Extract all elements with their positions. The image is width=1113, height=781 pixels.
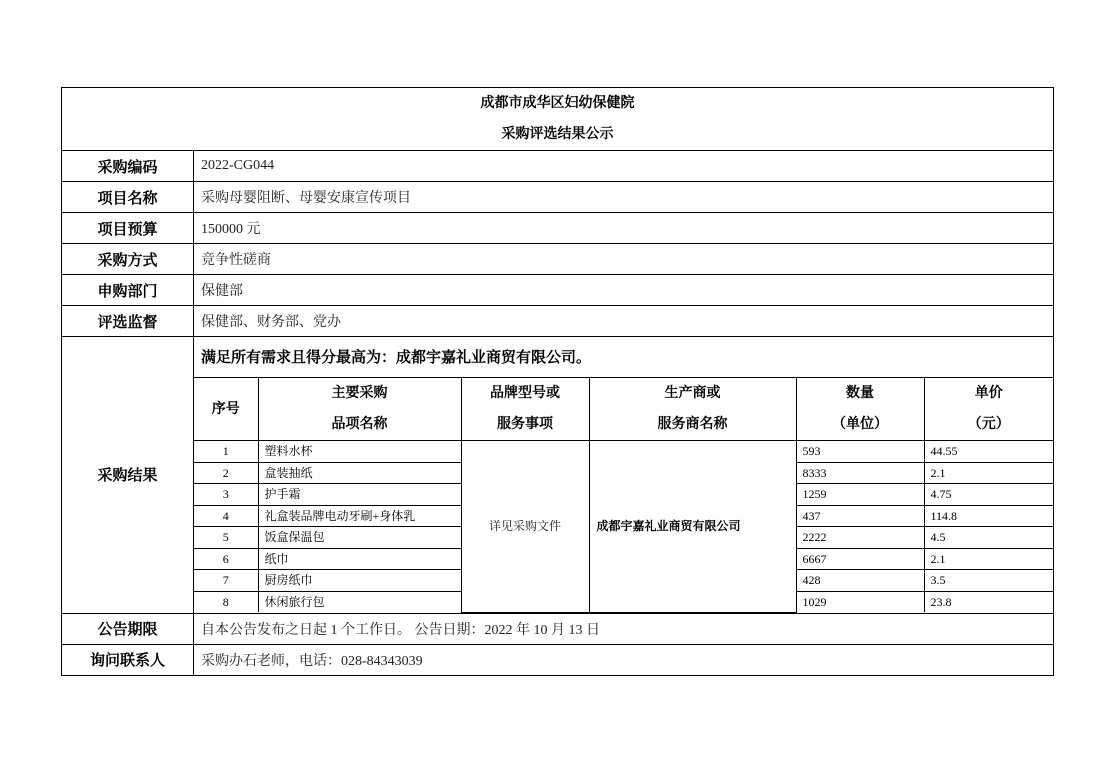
item-unit-price: 3.5: [924, 570, 1053, 592]
notice-label: 公告期限: [62, 613, 194, 644]
item-name: 纸巾: [258, 548, 461, 570]
header-manufacturer: [589, 378, 796, 441]
item-no: 8: [194, 591, 258, 612]
contact-row: [62, 644, 1054, 675]
field-label: 申购部门: [62, 275, 194, 306]
item-quantity: 2222: [796, 527, 924, 549]
header-brand-line1: 品牌型号或: [490, 385, 560, 401]
field-label: 采购方式: [62, 244, 194, 275]
header-price-line1: 单价: [974, 385, 1003, 401]
item-quantity: 1259: [796, 484, 924, 506]
item-name: 塑料水杯: [258, 441, 461, 463]
contact-label: 询问联系人: [62, 644, 194, 675]
field-row-method: [62, 244, 1054, 275]
item-name: 礼盒装品牌电动牙刷+身体乳: [258, 505, 461, 527]
item-quantity: 437: [796, 505, 924, 527]
header-qty-line2: （单位）: [832, 416, 888, 432]
field-value: 采购母婴阻断、母婴安康宣传项目: [194, 182, 1054, 213]
item-quantity: 6667: [796, 548, 924, 570]
item-name: 休闲旅行包: [258, 591, 461, 612]
field-row-code: [62, 151, 1054, 182]
contact-value: 采购办石老师，电话：028-84343039: [194, 644, 1054, 675]
header-item-line2: 品项名称: [331, 416, 388, 432]
header-mfr-line1: 生产商或: [664, 385, 721, 401]
item-unit-price: 23.8: [924, 591, 1053, 612]
item-no: 2: [194, 462, 258, 484]
field-value: 竞争性磋商: [194, 244, 1054, 275]
header-mfr-line2: 服务商名称: [657, 416, 728, 432]
item-unit-price: 114.8: [924, 505, 1053, 527]
brand-value: 详见采购文件: [461, 441, 589, 613]
notice-row: [62, 613, 1054, 644]
items-table: [194, 377, 1053, 613]
field-row-supervision: [62, 306, 1054, 337]
item-quantity: 1029: [796, 591, 924, 612]
field-row-project-name: [62, 182, 1054, 213]
item-no: 6: [194, 548, 258, 570]
header-no: 序号: [194, 378, 258, 441]
result-label: 采购结果: [62, 337, 194, 614]
field-label: 采购编码: [62, 151, 194, 182]
field-value: 2022-CG044: [194, 151, 1054, 182]
item-quantity: 8333: [796, 462, 924, 484]
item-unit-price: 4.5: [924, 527, 1053, 549]
header-quantity: [796, 378, 924, 441]
header-brand-line2: 服务事项: [497, 416, 553, 432]
header-item: [258, 378, 461, 441]
item-no: 3: [194, 484, 258, 506]
header-price-line2: （元）: [967, 416, 1010, 432]
item-name: 护手霜: [258, 484, 461, 506]
field-row-department: [62, 275, 1054, 306]
items-header-row: [194, 378, 1053, 441]
field-row-budget: [62, 213, 1054, 244]
item-no: 7: [194, 570, 258, 592]
item-quantity: 593: [796, 441, 924, 463]
header-price: [924, 378, 1053, 441]
item-no: 4: [194, 505, 258, 527]
header-brand: [461, 378, 589, 441]
item-name: 盒装抽纸: [258, 462, 461, 484]
item-quantity: 428: [796, 570, 924, 592]
item-unit-price: 4.75: [924, 484, 1053, 506]
field-value: 保健部、财务部、党办: [194, 306, 1054, 337]
header-qty-line1: 数量: [846, 385, 874, 401]
field-label: 评选监督: [62, 306, 194, 337]
notice-value: 自本公告发布之日起 1 个工作日。 公告日期：2022 年 10 月 13 日: [194, 613, 1054, 644]
field-label: 项目预算: [62, 213, 194, 244]
document-title: [62, 88, 1054, 151]
result-summary: 满足所有需求且得分最高为：成都宇嘉礼业商贸有限公司。: [201, 348, 592, 366]
item-name: 厨房纸巾: [258, 570, 461, 592]
item-name: 饭盒保温包: [258, 527, 461, 549]
item-no: 5: [194, 527, 258, 549]
result-row: [62, 337, 1054, 614]
field-value: 150000 元: [194, 213, 1054, 244]
header-item-line1: 主要采购: [331, 385, 388, 401]
manufacturer-value: 成都宇嘉礼业商贸有限公司: [589, 441, 796, 613]
field-value: 保健部: [194, 275, 1054, 306]
item-row: [194, 441, 1053, 463]
title-organization: 成都市成华区妇幼保健院: [480, 95, 635, 111]
procurement-result-table: [61, 87, 1054, 676]
item-unit-price: 44.55: [924, 441, 1053, 463]
item-unit-price: 2.1: [924, 548, 1053, 570]
item-unit-price: 2.1: [924, 462, 1053, 484]
item-no: 1: [194, 441, 258, 463]
title-subject: 采购评选结果公示: [501, 126, 614, 142]
field-label: 项目名称: [62, 182, 194, 213]
